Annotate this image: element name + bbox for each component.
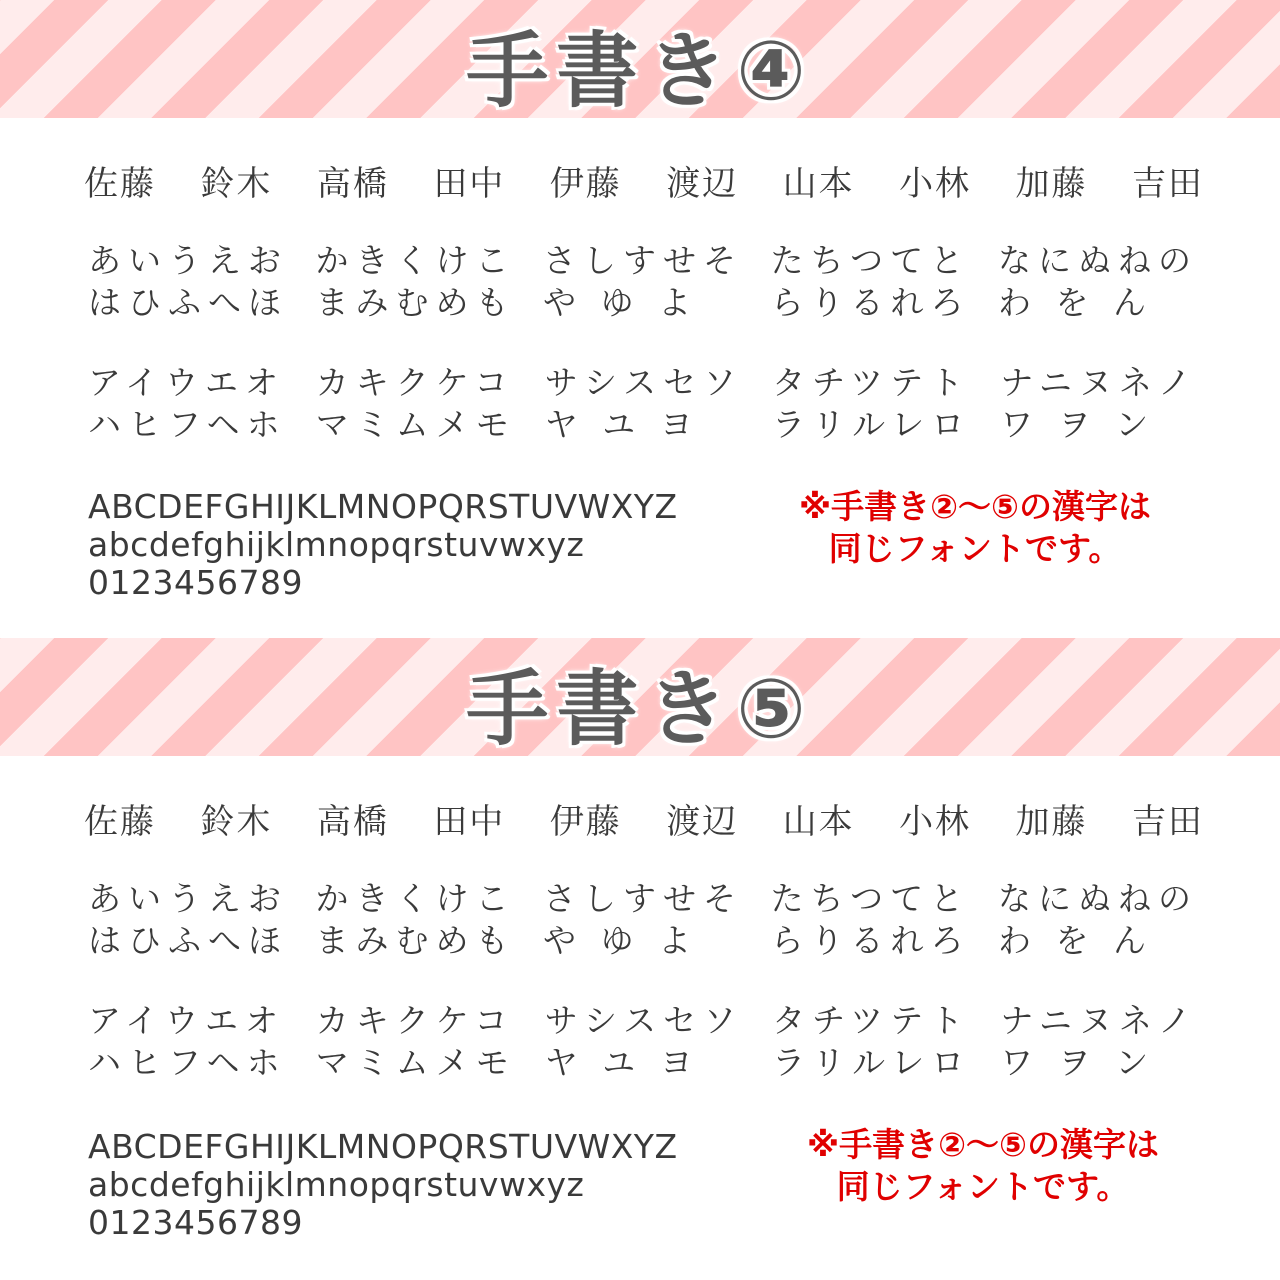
surname: 山本 <box>782 164 855 204</box>
surname: 小林 <box>899 802 972 842</box>
surname: 高橋 <box>316 802 389 842</box>
uppercase-alphabet: ABCDEFGHIJKLMNOPQRSTUVWXYZ <box>88 487 678 526</box>
hiragana-group <box>771 240 971 324</box>
uppercase-alphabet: ABCDEFGHIJKLMNOPQRSTUVWXYZ <box>88 1127 678 1166</box>
katakana-group <box>772 1000 971 1084</box>
hiragana-group <box>316 878 516 962</box>
hiragana-line: なにぬねの <box>998 241 1198 280</box>
katakana-block <box>88 362 1198 446</box>
hiragana-block <box>88 878 1198 962</box>
note-line: 同じフォントです。 <box>836 1167 1130 1206</box>
lowercase-alphabet: abcdefghijklmnopqrstuvwxyz <box>88 1165 585 1204</box>
katakana-block <box>88 1000 1198 1084</box>
katakana-group <box>316 362 516 446</box>
hiragana-line: さしすせそ <box>543 241 743 280</box>
hiragana-line: あいうえお <box>88 879 288 918</box>
hiragana-line: まみむめも <box>315 283 516 322</box>
surname: 山本 <box>782 802 855 842</box>
katakana-line: ナニヌネノ <box>1000 363 1198 402</box>
hiragana-group <box>88 240 288 324</box>
hiragana-line: なにぬねの <box>998 879 1198 918</box>
surname-row <box>84 156 1204 205</box>
surname: 吉田 <box>1131 802 1204 842</box>
digits: 0123456789 <box>88 563 303 602</box>
surname: 渡辺 <box>666 164 739 204</box>
hiragana-block <box>88 240 1198 324</box>
katakana-group <box>772 362 971 446</box>
hiragana-group <box>543 240 743 324</box>
surname-row <box>84 794 1204 843</box>
latin-sample <box>88 488 678 602</box>
katakana-line: タチツテト <box>772 1001 971 1040</box>
katakana-group <box>1000 1000 1198 1084</box>
katakana-group <box>545 1000 743 1084</box>
hiragana-line: たちつてと <box>770 879 971 918</box>
hiragana-line: はひふへほ <box>88 921 288 960</box>
katakana-line: ラリルレロ <box>772 1043 972 1082</box>
katakana-line: ナニヌネノ <box>1000 1001 1198 1040</box>
katakana-line: サシスセソ <box>544 1001 744 1040</box>
hiragana-group <box>316 240 516 324</box>
surname: 吉田 <box>1131 164 1204 204</box>
surname: 伊藤 <box>549 802 622 842</box>
surname: 高橋 <box>316 164 389 204</box>
katakana-group <box>88 1000 287 1084</box>
katakana-line: ワ ヲ ン <box>1000 1043 1156 1082</box>
font-sample-section-4 <box>0 0 1280 630</box>
latin-sample <box>88 1128 678 1242</box>
katakana-line: ハヒフヘホ <box>88 405 287 444</box>
katakana-line: ラリルレロ <box>772 405 972 444</box>
hiragana-line: わ を ん <box>998 283 1153 322</box>
surname: 伊藤 <box>549 164 622 204</box>
hiragana-line: まみむめも <box>315 921 516 960</box>
note-line: 同じフォントです。 <box>828 529 1122 568</box>
katakana-line: サシスセソ <box>544 363 744 402</box>
kanji-note <box>760 486 1190 570</box>
hiragana-group <box>998 240 1198 324</box>
surname: 田中 <box>433 802 506 842</box>
katakana-line: ヤ ユ ヨ <box>544 405 700 444</box>
hiragana-line: らりるれろ <box>770 921 971 960</box>
hiragana-line: かきくけこ <box>315 241 516 280</box>
digits: 0123456789 <box>88 1203 303 1242</box>
surname: 佐藤 <box>84 164 156 204</box>
katakana-line: ヤ ユ ヨ <box>544 1043 700 1082</box>
note-line: ※手書き②～⑤の漢字は <box>799 487 1151 526</box>
hiragana-line: はひふへほ <box>88 283 288 322</box>
katakana-line: マミムメモ <box>315 405 516 444</box>
hiragana-line: あいうえお <box>88 241 288 280</box>
surname: 鈴木 <box>200 164 273 204</box>
katakana-line: タチツテト <box>772 363 971 402</box>
note-line: ※手書き②～⑤の漢字は <box>807 1125 1159 1164</box>
hiragana-line: かきくけこ <box>315 879 516 918</box>
katakana-line: ハヒフヘホ <box>88 1043 287 1082</box>
surname: 佐藤 <box>84 802 156 842</box>
hiragana-line: や ゆ よ <box>543 921 698 960</box>
katakana-line: ワ ヲ ン <box>1000 405 1156 444</box>
section-title: 手書き④ <box>466 24 814 119</box>
surname: 鈴木 <box>200 802 273 842</box>
katakana-line: マミムメモ <box>315 1043 516 1082</box>
katakana-group <box>316 1000 516 1084</box>
hiragana-group <box>543 878 743 962</box>
katakana-line: アイウエオ <box>88 1001 286 1040</box>
hiragana-line: や ゆ よ <box>543 283 698 322</box>
hiragana-line: たちつてと <box>770 241 971 280</box>
hiragana-line: らりるれろ <box>770 283 971 322</box>
katakana-group <box>1000 362 1198 446</box>
hiragana-group <box>88 878 288 962</box>
katakana-group <box>88 362 287 446</box>
surname: 小林 <box>899 164 972 204</box>
font-sample-section-5 <box>0 638 1280 1280</box>
lowercase-alphabet: abcdefghijklmnopqrstuvwxyz <box>88 525 585 564</box>
hiragana-line: さしすせそ <box>543 879 743 918</box>
katakana-line: アイウエオ <box>88 363 286 402</box>
katakana-line: カキクケコ <box>315 1001 515 1040</box>
section-title: 手書き⑤ <box>466 662 814 757</box>
katakana-line: カキクケコ <box>315 363 515 402</box>
hiragana-group <box>771 878 971 962</box>
hiragana-group <box>998 878 1198 962</box>
kanji-note <box>768 1124 1198 1208</box>
surname: 田中 <box>433 164 506 204</box>
surname: 渡辺 <box>666 802 739 842</box>
surname: 加藤 <box>1015 802 1088 842</box>
surname: 加藤 <box>1015 164 1088 204</box>
katakana-group <box>545 362 743 446</box>
hiragana-line: わ を ん <box>998 921 1153 960</box>
